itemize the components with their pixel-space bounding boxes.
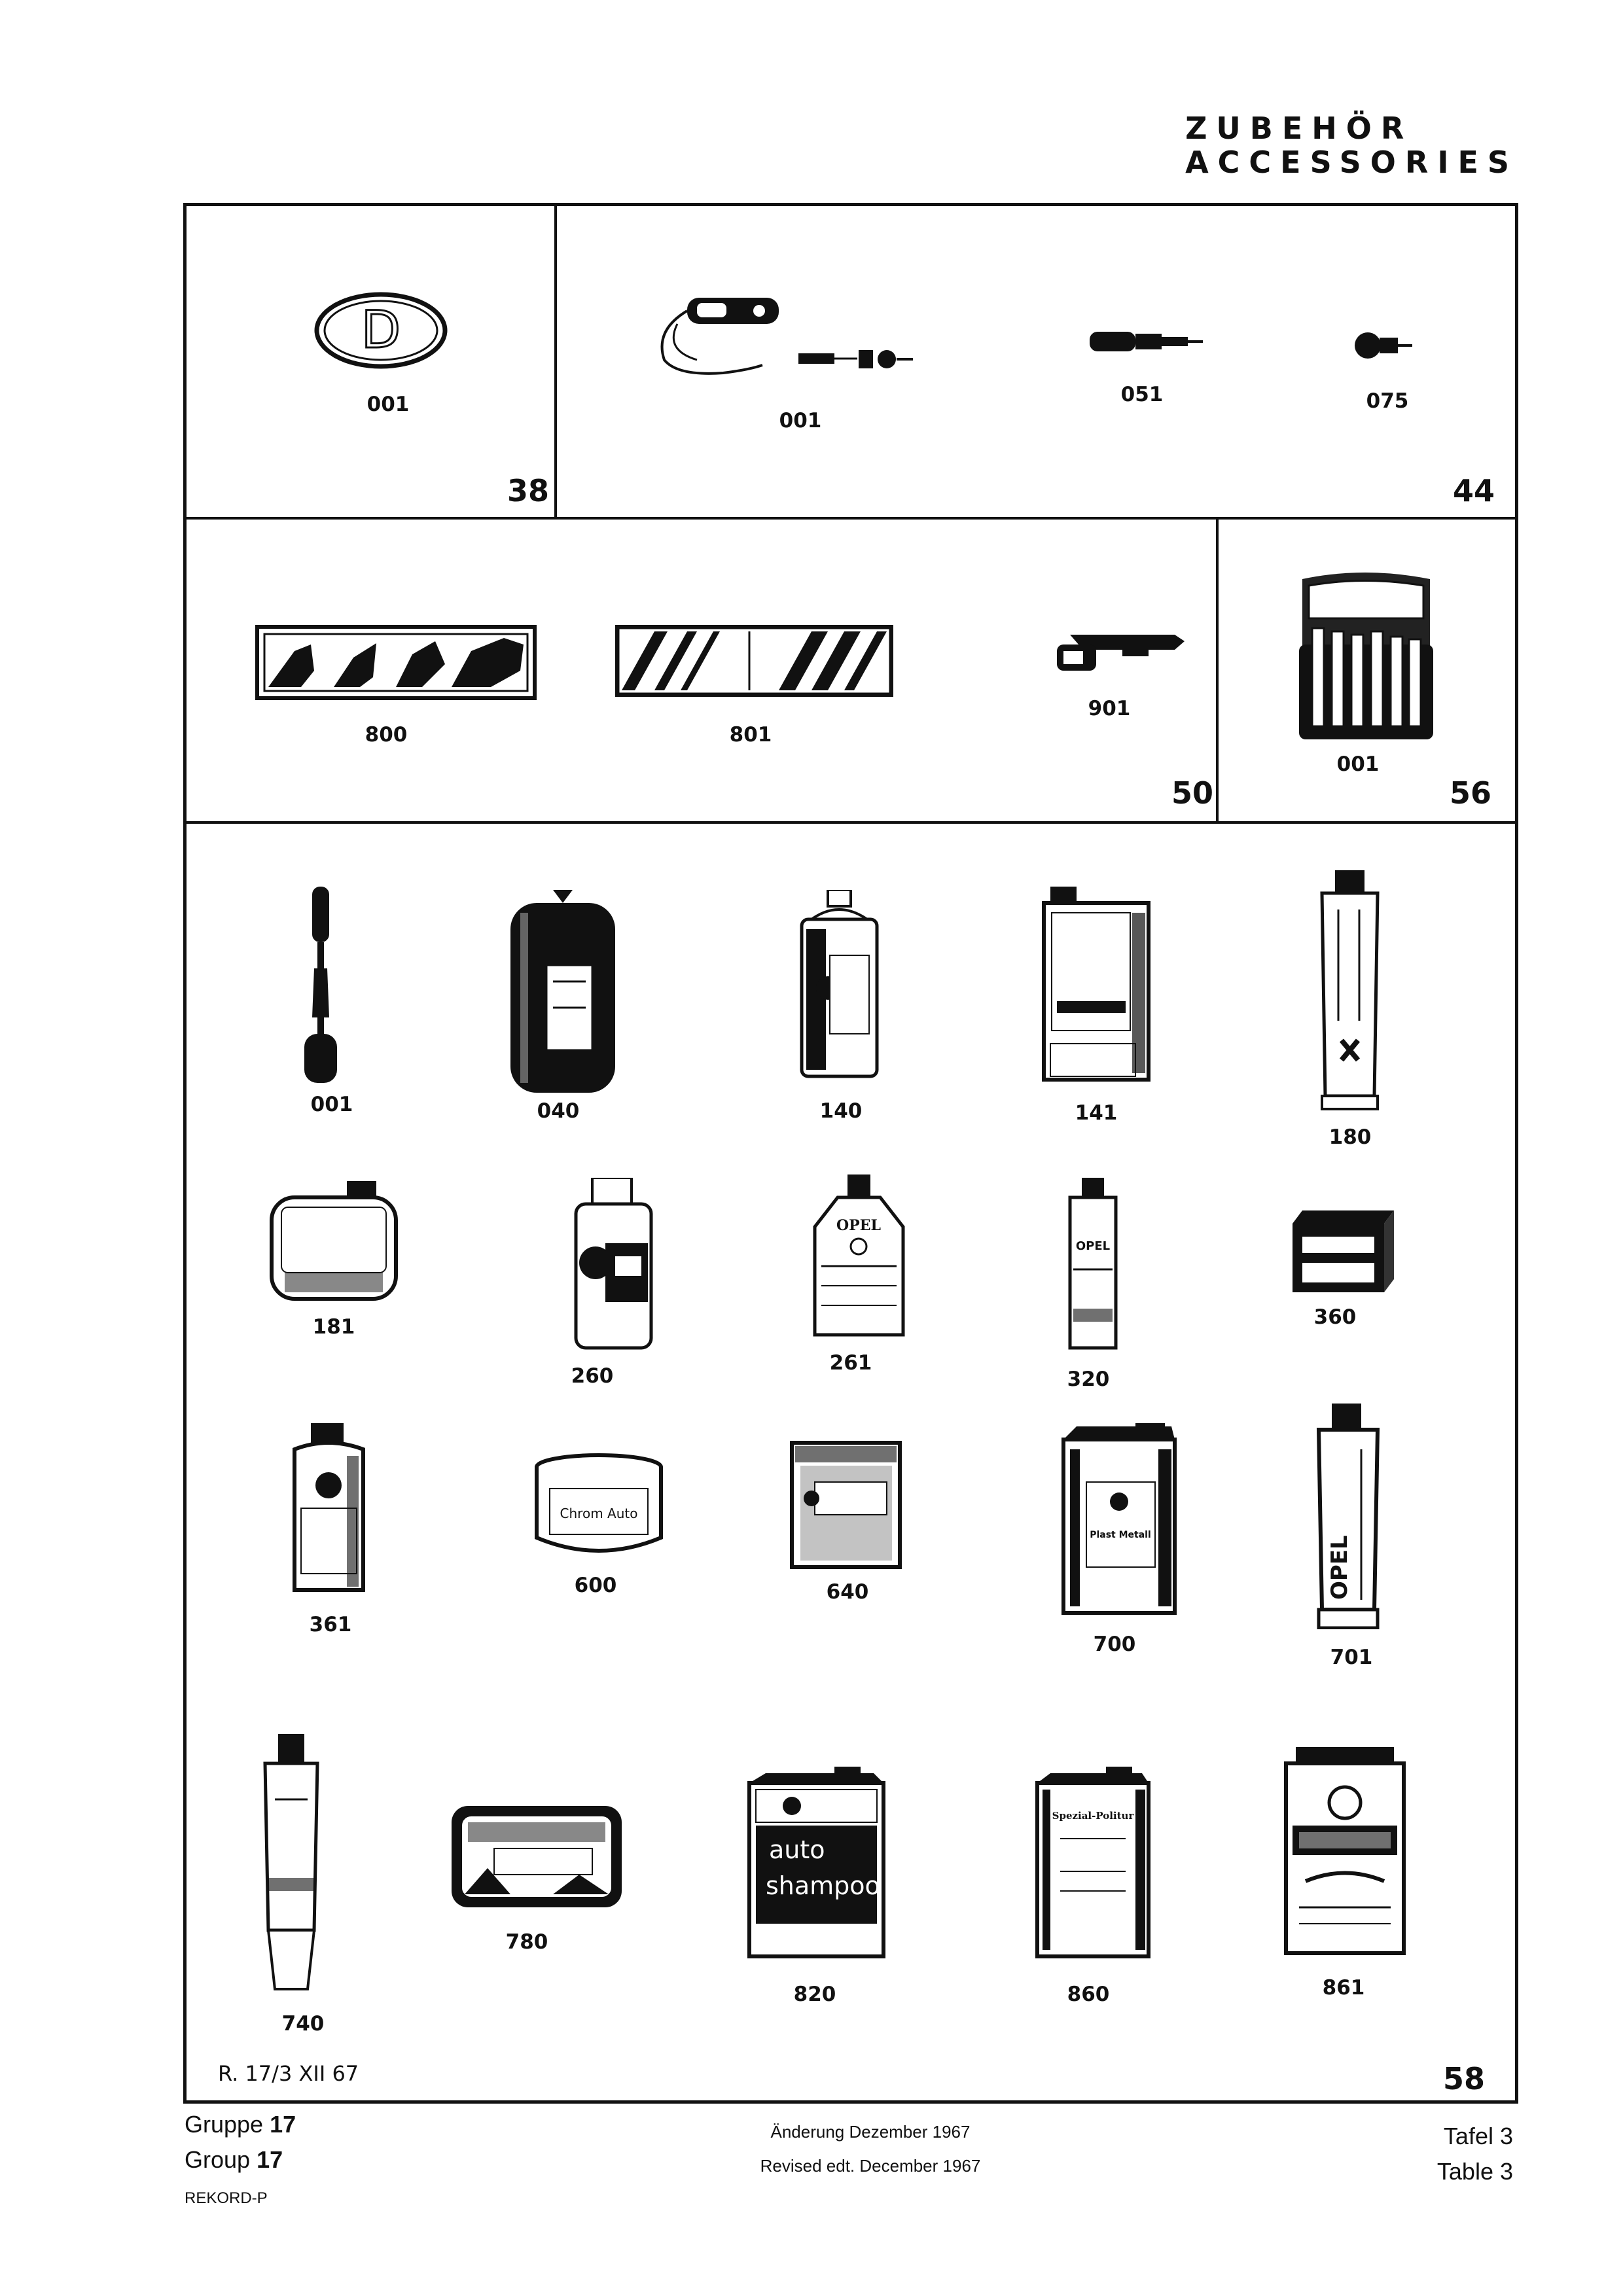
part-number: 860: [1067, 1983, 1110, 2006]
part-number: 360: [1313, 1305, 1357, 1329]
plate-frame-801-image: [615, 625, 893, 697]
part-number: 001: [779, 409, 822, 433]
model-name: REKORD-P: [185, 2189, 268, 2207]
plate-frame-800-image: [255, 625, 537, 700]
box-360-image: [1286, 1201, 1397, 1296]
nationality-plate-image: [314, 291, 448, 370]
table-label-en: Table 3: [1436, 2158, 1513, 2185]
bottle-brand: OPEL: [836, 1217, 881, 1234]
part-number: 261: [829, 1351, 872, 1375]
part-number: 700: [1093, 1633, 1136, 1656]
cleaner-can-141-image: [1037, 887, 1155, 1083]
parts-table-frame: [183, 203, 1518, 2104]
part-number: 740: [281, 2012, 325, 2036]
part-number: 180: [1329, 1125, 1372, 1149]
can-861-image: [1279, 1747, 1410, 1956]
divider-row-2: [187, 821, 1515, 824]
group-number: 58: [1443, 2061, 1486, 2096]
group-number: 38: [507, 473, 550, 508]
part-number: 001: [366, 393, 410, 416]
revision-note: R. 17/3 XII 67: [218, 2061, 359, 2086]
part-number: 640: [826, 1580, 869, 1604]
footer-revision: [740, 2115, 1001, 2183]
group-label-de: Gruppe: [185, 2111, 264, 2138]
divider-col-2: [1216, 517, 1219, 821]
part-number: 801: [729, 723, 772, 747]
part-number: 320: [1067, 1368, 1110, 1391]
part-number: 040: [537, 1099, 580, 1123]
table-label-de: Tafel 3: [1443, 2123, 1513, 2149]
part-number: 800: [365, 723, 408, 747]
spray-can-140-image: [792, 890, 887, 1080]
heading-english: ACCESSORIES: [1185, 145, 1518, 180]
group-number: 44: [1453, 473, 1495, 508]
pad-640-image: [789, 1439, 903, 1570]
socket-image: [1348, 327, 1414, 363]
part-number: 861: [1322, 1976, 1365, 2000]
part-number: 820: [793, 1983, 836, 2006]
part-number: 001: [1336, 752, 1380, 776]
can-820-word-1: auto: [769, 1835, 825, 1864]
can-860-label: Spezial-Politur: [1052, 1810, 1134, 1822]
part-number: 001: [310, 1093, 353, 1116]
bottle-261-image: [812, 1174, 906, 1338]
cloth-roll-image: [507, 887, 618, 1096]
part-number: 075: [1366, 389, 1409, 413]
part-number: 141: [1075, 1101, 1118, 1125]
can-700-image: [1057, 1423, 1181, 1616]
tube-740-image: [255, 1734, 327, 1992]
tube-320-brand: OPEL: [1075, 1239, 1111, 1253]
footer-group: [185, 2107, 296, 2178]
part-number: 600: [574, 1574, 617, 1597]
inspection-lamp-image: [648, 285, 916, 383]
group-number: 56: [1450, 775, 1492, 811]
brush-image: [298, 887, 344, 1083]
divider-row-1: [187, 517, 1515, 520]
can-700-label: Plast Metall: [1090, 1530, 1151, 1540]
part-number: 361: [309, 1613, 352, 1636]
part-number: 260: [571, 1364, 614, 1388]
change-note-de: Änderung Dezember 1967: [770, 2122, 971, 2142]
can-820-image: [743, 1767, 890, 1960]
tube-320-image: [1063, 1178, 1122, 1351]
can-860-image: [1031, 1767, 1155, 1960]
tube-180-image: [1312, 870, 1387, 1112]
part-number: 140: [819, 1099, 863, 1123]
part-number: 181: [312, 1315, 355, 1339]
part-number: 780: [505, 1930, 548, 1954]
can-820-word-2: shampoo: [766, 1871, 880, 1900]
oval-letter: D: [361, 301, 401, 360]
tube-701-image: [1309, 1404, 1387, 1629]
part-number: 901: [1088, 697, 1131, 720]
tin-600-image: [533, 1453, 664, 1557]
page-heading: [1185, 111, 1518, 179]
tin-600-label: Chrom Auto: [560, 1506, 638, 1521]
spray-can-260-image: [566, 1178, 661, 1351]
can-181-image: [268, 1181, 399, 1302]
divider-col-1: [554, 206, 557, 517]
group-number: 50: [1171, 775, 1214, 811]
footer-table: [1437, 2119, 1513, 2189]
bottle-361-image: [285, 1423, 373, 1593]
part-number: 051: [1120, 383, 1164, 406]
plug-adapter-image: [1086, 324, 1204, 360]
tin-780-image: [448, 1803, 625, 1911]
tube-701-brand: OPEL: [1327, 1535, 1353, 1600]
group-label-en: Group: [185, 2146, 251, 2173]
license-lamp-image: [1044, 625, 1188, 677]
tool-kit-pouch-image: [1293, 566, 1440, 743]
change-note-en: Revised edt. December 1967: [760, 2156, 981, 2176]
heading-german: ZUBEHÖR: [1185, 111, 1414, 146]
part-number: 701: [1330, 1646, 1373, 1669]
group-number-en: 17: [257, 2146, 283, 2173]
group-number-de: 17: [270, 2111, 296, 2138]
